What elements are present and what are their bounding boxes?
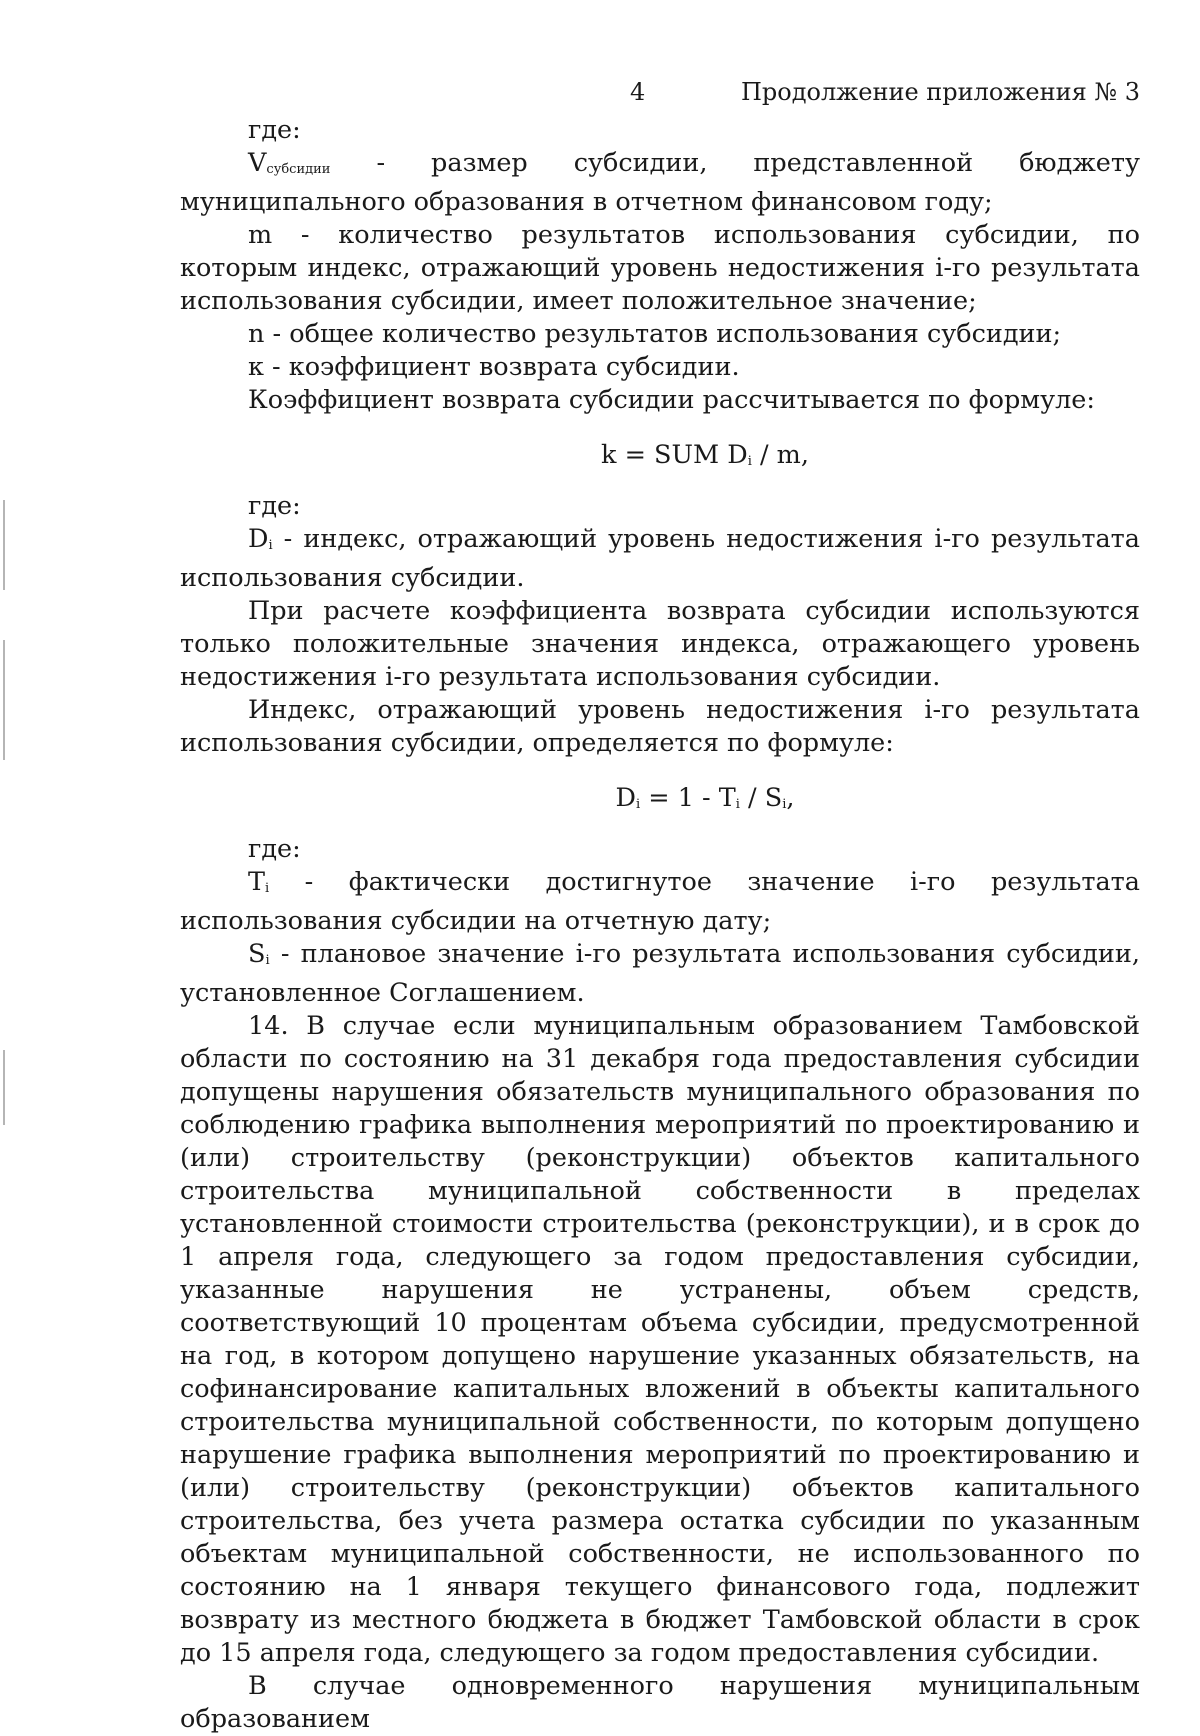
definition-s-i [180,938,1140,1010]
definition-k: к - коэффициент возврата субсидии. [248,352,740,382]
subscript: i [265,881,270,896]
page-header [180,76,1140,108]
definition-t-i [180,866,1140,938]
symbol: S [248,939,266,969]
clause-14: 14. В случае если муниципальным образованием Тамбовской области по состоянию на 31 декабря года предоставления субсидии допущены нарушения обязательств муниципального образования по соблюдению графика выполнения мероприятий по проектированию и (или) строительству (реконструкции) объектов капитального строительства муниципальной собственности в пределах установленной стоимости строительства (реконструкции), и в срок до 1 апреля года, следующего за годом предоставления субсидии, указанные нарушения не устранены, объем средств, соответствующий 10 процентам объема субсидии, предусмотренной на год, в котором допущено нарушение указанных обязательств, на софинансирование капитальных вложений в объекты капитального строительства муниципальной собственности, по которым допущено нарушение графика выполнения мероприятий по проектированию и (или) строительству (реконструкции) объектов капитального строительства, без учета размера остатка субсидии по указанным объектам муниципальной собственности, не использованного по состоянию на 1 января текущего финансового года, подлежит возврату из местного бюджета в бюджет Тамбовской области в срок до 15 апреля года, следующего за годом предоставления субсидии. [180,1011,1140,1668]
definition-text: - индекс, отражающий уровень недостижения i-го результата использования субсидии. [180,524,1140,593]
definition-v-subsidy [180,147,1140,219]
paragraph: При расчете коэффициента возврата субсидии используются только положительные значения индекса, отражающего уровень недостижения i-го результата использования субсидии. [180,596,1140,692]
paragraph: где: [248,834,301,864]
definition-n: n - общее количество результатов использования субсидии; [248,319,1062,349]
symbol: T [248,867,266,897]
paragraph: В случае одновременного нарушения муниципальным образованием [180,1671,1140,1734]
document-body [180,114,1140,1736]
definition-m: m - количество результатов использования субсидии, по которым индекс, отражающий уровень недостижения i-го результата использования субсидии, имеет положительное значение; [180,220,1140,316]
definition-text: - размер субсидии, представленной бюджету муниципального образования в отчетном финансовом году; [180,148,1140,217]
page-number: 4 [630,78,646,106]
paragraph: где: [248,115,301,145]
scan-artifact [3,1050,5,1125]
subscript: i [265,953,270,968]
subscript: i [268,538,273,553]
paragraph: Коэффициент возврата субсидии рассчитывается по формуле: [248,385,1095,415]
scan-artifact [3,500,5,590]
symbol: D [248,524,269,554]
formula-k: k = SUM Di / m, [601,440,809,470]
definition-text: - плановое значение i-го результата использования субсидии, установленное Соглашением. [180,939,1140,1008]
paragraph: Индекс, отражающий уровень недостижения i-го результата использования субсидии, определяется по формуле: [180,695,1140,758]
definition-d-i [180,523,1140,595]
formula-d-i: Di = 1 - Ti / Si, [615,783,795,813]
symbol: V [248,148,267,178]
definition-text: - фактически достигнутое значение i-го результата использования субсидии на отчетную дату; [180,867,1140,936]
scan-artifact [3,640,5,760]
paragraph: где: [248,491,301,521]
subscript: субсидии [266,162,331,177]
appendix-continuation-note: Продолжение приложения № 3 [740,78,1140,106]
